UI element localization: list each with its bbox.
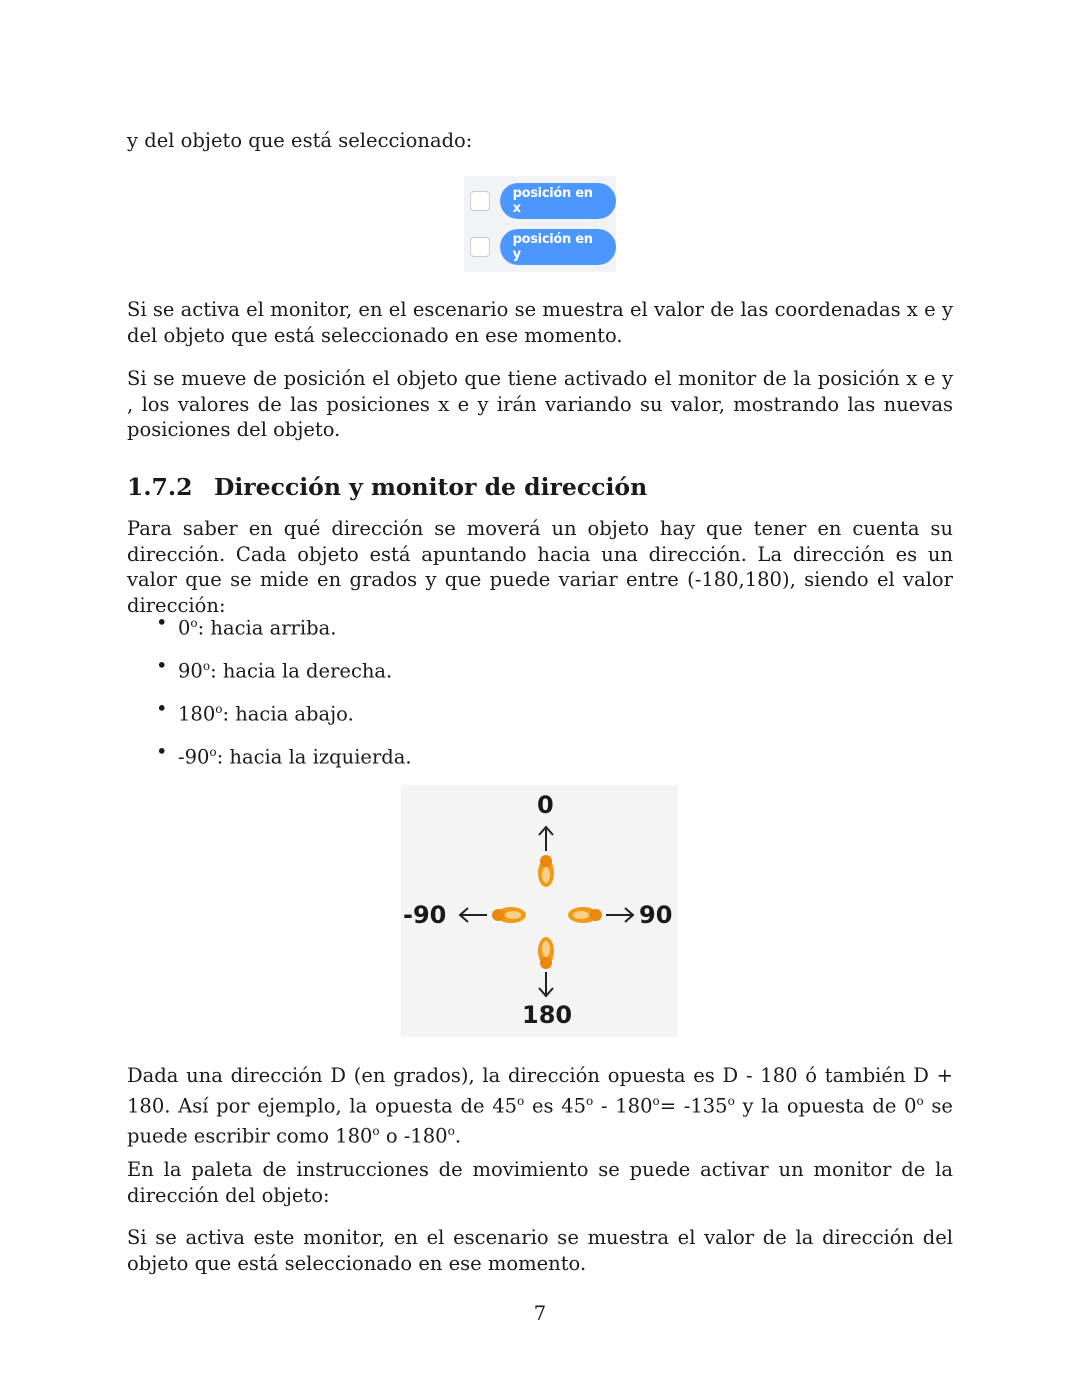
label-direction-0: 0 xyxy=(537,791,554,819)
paragraph-monitor-direction: Si se activa este monitor, en el escenario se muestra el valor de la dirección del objeto que está seleccionado en ese momento. xyxy=(127,1226,953,1275)
arrow-left-icon xyxy=(460,908,487,922)
block-row-x xyxy=(470,183,616,219)
bullet-icon: • xyxy=(156,654,168,677)
bullet-icon: • xyxy=(156,697,168,720)
paragraph-move: Si se mueve de posición el objeto que tiene activado el monitor de la posición x e y , los valores de las posiciones x e y irán variando su valor, mostrando las nuevas posiciones del objeto. xyxy=(127,367,953,441)
position-blocks-image xyxy=(464,176,616,272)
reporter-position-y[interactable]: posición en y xyxy=(500,229,616,265)
paragraph-opposite: Dada una dirección D (en grados), la dirección opuesta es D - 180 ó también D + 180. Así por ejemplo, la opuesta de 45$^o$ es $45^o - 180^o= -135^o$ y la opuesta de 0$^o$ se puede escribir como 180$^o$ o -180$^o$. xyxy=(127,1064,953,1147)
cat-sprite-down-icon xyxy=(538,937,554,969)
cat-sprite-left-icon xyxy=(492,907,526,923)
checkbox-position-x[interactable] xyxy=(470,191,490,211)
arrow-right-icon xyxy=(606,908,633,922)
label-direction-90: 90 xyxy=(639,901,673,929)
cat-sprite-right-icon xyxy=(568,907,602,923)
paragraph-monitor-xy: Si se activa el monitor, en el escenario se muestra el valor de las coordenadas x e y del objeto que está seleccionado en ese momento. xyxy=(127,298,953,347)
label-direction-minus-90: -90 xyxy=(403,901,447,929)
arrow-up-icon xyxy=(539,827,553,851)
cat-sprite-up-icon xyxy=(538,855,554,887)
direction-list xyxy=(127,608,953,780)
page-number: 7 xyxy=(533,1302,547,1325)
paragraph-direction: Para saber en qué dirección se moverá un objeto hay que tener en cuenta su dirección. Cada objeto está apuntando hacia una dirección. La dirección es un valor que se mide en grados y que puede variar entre (-180,180), siendo el valor dirección: xyxy=(127,517,953,617)
list-item: • -90$^o$: hacia la izquierda. xyxy=(127,737,953,780)
section-number: 1.7.2 xyxy=(127,473,193,501)
checkbox-position-y[interactable] xyxy=(470,237,490,257)
paragraph-palette: En la paleta de instrucciones de movimiento se puede activar un monitor de la dirección del objeto: xyxy=(127,1158,953,1207)
section-heading xyxy=(127,472,647,502)
section-title: Dirección y monitor de dirección xyxy=(214,473,648,501)
list-item: • 0$^o$: hacia arriba. xyxy=(127,608,953,651)
reporter-position-x[interactable]: posición en x xyxy=(500,183,616,219)
list-item: • 180$^o$: hacia abajo. xyxy=(127,694,953,737)
bullet-icon: • xyxy=(156,611,168,634)
direction-diagram xyxy=(401,785,678,1037)
list-item: • 90$^o$: hacia la derecha. xyxy=(127,651,953,694)
label-direction-180: 180 xyxy=(522,1001,573,1029)
intro-line: y del objeto que está seleccionado: xyxy=(127,129,473,152)
arrow-down-icon xyxy=(539,972,553,996)
block-row-y xyxy=(470,229,616,265)
bullet-icon: • xyxy=(156,740,168,763)
